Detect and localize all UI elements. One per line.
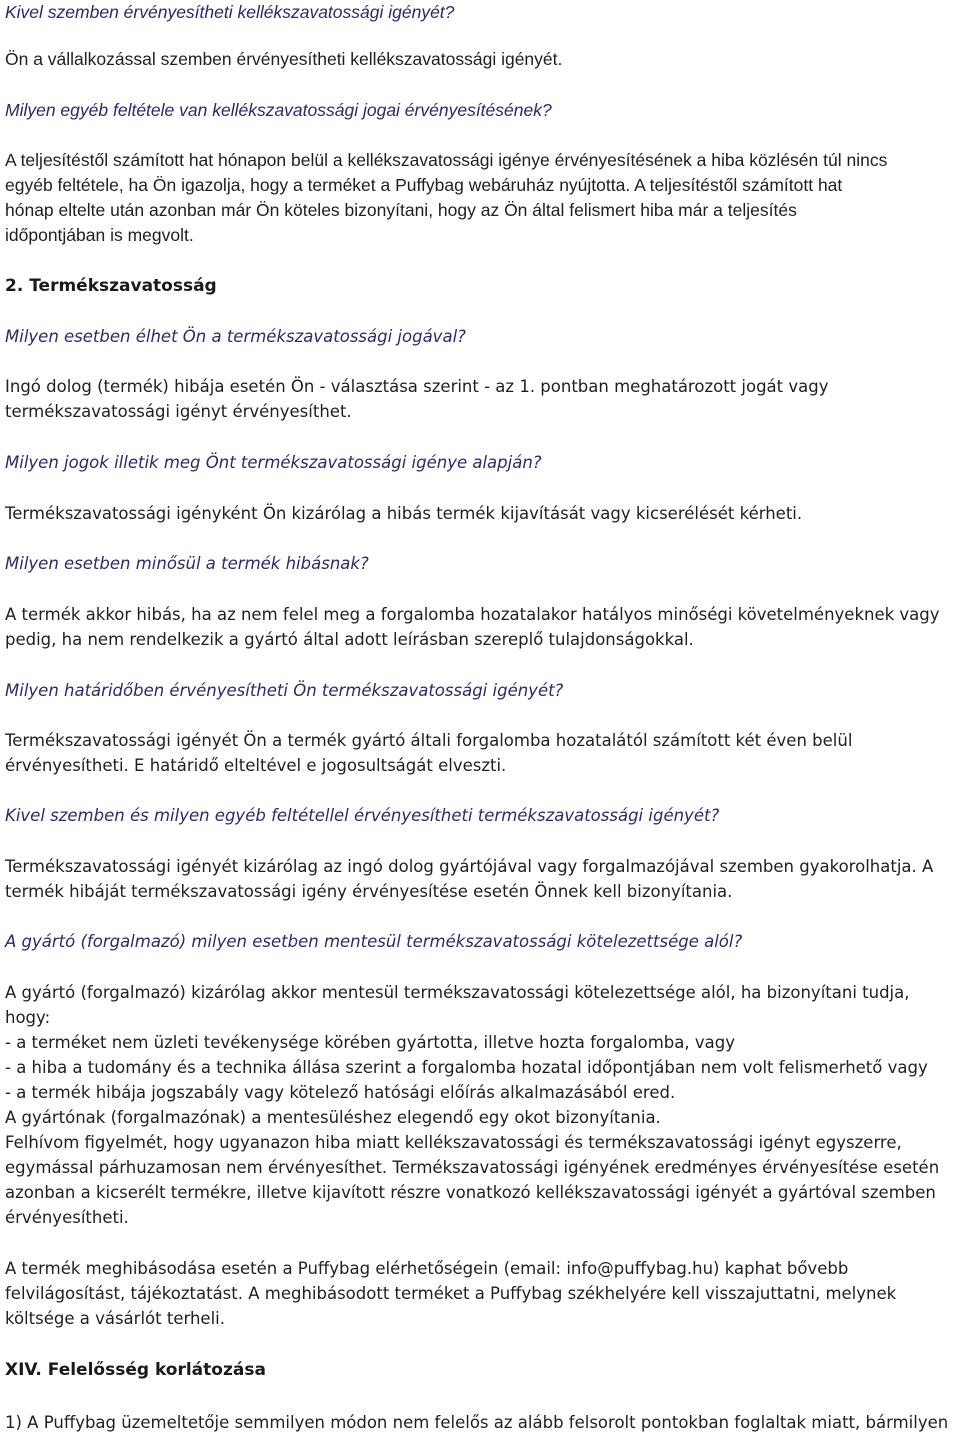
- p-kellek-feltetel-line-2: egyéb feltétele, ha Ön igazolja, hogy a terméket a Puffybag webáruház nyújtotta. A teljesítéstől számított hat: [5, 175, 843, 195]
- p-termek-kivel-line-2: termék hibáját termékszavatossági igény érvényesítése esetén Önnek kell bizonyítania.: [5, 882, 733, 901]
- p-kellek-feltetel-line-1: A teljesítéstől számított hat hónapon belül a kellékszavatossági igénye érvényesítésének a hiba közlésén túl nincs: [5, 150, 888, 170]
- p-termek-kivel-line-1: Termékszavatossági igényét kizárólag az ingó dolog gyártójával vagy forgalmazójával szemben gyakorolhatja. A: [5, 857, 934, 876]
- p-kellek-kivel: Ön a vállalkozással szemben érvényesítheti kellékszavatossági igényét.: [5, 49, 563, 69]
- q-kellek-kivel: Kivel szemben érvényesítheti kellékszavatossági igényét?: [5, 2, 455, 22]
- p-kapcsolat-line-3: költsége a vásárlót terheli.: [5, 1309, 225, 1328]
- p-gyarto-mentesul-line-2: hogy:: [5, 1008, 51, 1027]
- p-termek-mikor-line-2: termékszavatossági igényt érvényesíthet.: [5, 402, 352, 421]
- p-termek-jogok: Termékszavatossági igényként Ön kizárólag a hibás termék kijavítását vagy kicserélését kérheti.: [5, 504, 803, 523]
- p-gyarto-mentesul-line-6: A gyártónak (forgalmazónak) a mentesüléshez elegendő egy okot bizonyítania.: [5, 1108, 661, 1127]
- q-termek-mikor: Milyen esetben élhet Ön a termékszavatossági jogával?: [5, 327, 466, 346]
- p-kapcsolat-line-1: A termék meghibásodása esetén a Puffybag elérhetőségein (email: info@puffybag.hu) kaphat bővebb: [5, 1259, 849, 1278]
- p-gyarto-mentesul-line-9: azonban a kicserélt termékre, illetve kijavított részre vonatkozó kellékszavatossági igényét a gyártóval szemben: [5, 1183, 936, 1202]
- p-gyarto-mentesul-line-1: A gyártó (forgalmazó) kizárólag akkor mentesül termékszavatossági kötelezettsége alól, ha bizonyítani tudja,: [5, 983, 910, 1002]
- h-termekszavatossag: 2. Termékszavatosság: [5, 276, 217, 296]
- q-termek-jogok: Milyen jogok illetik meg Önt termékszavatossági igénye alapján?: [5, 453, 542, 472]
- q-gyarto-mentesul: A gyártó (forgalmazó) milyen esetben mentesül termékszavatossági kötelezettsége alól?: [5, 932, 743, 951]
- p-gyarto-mentesul-line-5: - a termék hibája jogszabály vagy kötelező hatósági előírás alkalmazásából ered.: [5, 1083, 676, 1102]
- p-gyarto-mentesul-line-4: - a hiba a tudomány és a technika állása szerint a forgalomba hozatal időpontjában nem volt felismerhető vagy: [5, 1058, 928, 1077]
- q-kellek-feltetel: Milyen egyéb feltétele van kellékszavatossági jogai érvényesítésének?: [5, 100, 552, 120]
- q-termek-hatarido: Milyen határidőben érvényesítheti Ön termékszavatossági igényét?: [5, 681, 564, 700]
- p-kellek-feltetel-line-4: időpontjában is megvolt.: [5, 225, 194, 245]
- q-termek-kivel: Kivel szemben és milyen egyéb feltétellel érvényesítheti termékszavatossági igényét?: [5, 806, 720, 825]
- p-termek-hatarido-line-2: érvényesítheti. E határidő elteltével e jogosultságát elveszti.: [5, 756, 507, 775]
- p-gyarto-mentesul-line-3: - a terméket nem üzleti tevékenysége körében gyártotta, illetve hozta forgalomba, vagy: [5, 1033, 735, 1052]
- p-termek-hibas-line-1: A termék akkor hibás, ha az nem felel meg a forgalomba hozatalakor hatályos minőségi követelményeknek vagy: [5, 605, 940, 624]
- p-kapcsolat-line-2: felvilágosítást, tájékoztatást. A meghibásodott terméket a Puffybag székhelyére kell visszajuttatni, melynek: [5, 1284, 897, 1303]
- p-termek-hatarido-line-1: Termékszavatossági igényét Ön a termék gyártó általi forgalomba hozatalától számított két éven belül: [5, 731, 853, 750]
- p-termek-hibas-line-2: pedig, ha nem rendelkezik a gyártó által adott leírásban szereplő tulajdonságokkal.: [5, 630, 694, 649]
- p-kellek-feltetel-line-3: hónap eltelte után azonban már Ön köteles bizonyítani, hogy az Ön által felismert hiba már a teljesítés: [5, 200, 797, 220]
- p-gyarto-mentesul-line-10: érvényesítheti.: [5, 1208, 129, 1227]
- p-felelosseg: 1) A Puffybag üzemeltetője semmilyen módon nem felelős az alább felsorolt pontokban foglaltak miatt, bármilyen: [5, 1413, 949, 1432]
- p-gyarto-mentesul-line-8: egymással párhuzamosan nem érvényesíthet. Termékszavatossági igényének eredményes érvényesítése esetén: [5, 1158, 940, 1177]
- p-gyarto-mentesul-line-7: Felhívom figyelmét, hogy ugyanazon hiba miatt kellékszavatossági és termékszavatossági igényt egyszerre,: [5, 1133, 902, 1152]
- q-termek-hibas: Milyen esetben minősül a termék hibásnak?: [5, 554, 369, 573]
- h-felelosseg: XIV. Felelősség korlátozása: [5, 1360, 266, 1380]
- p-termek-mikor-line-1: Ingó dolog (termék) hibája esetén Ön - választása szerint - az 1. pontban meghatározott jogát vagy: [5, 377, 829, 396]
